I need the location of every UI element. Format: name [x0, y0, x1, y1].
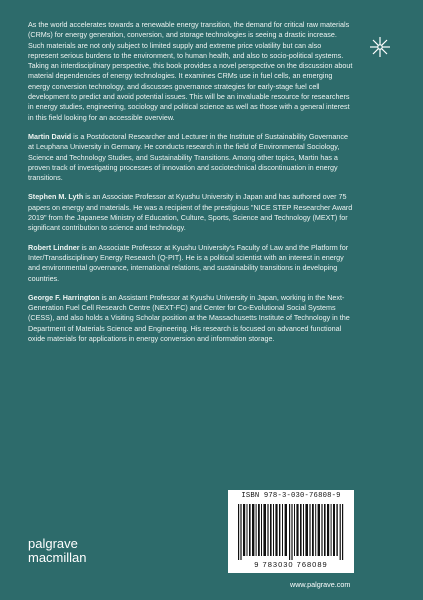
- author-bio: [28, 192, 353, 233]
- author-bio-text: is an Associate Professor at Kyushu University in Japan and has authored over 75 papers on energy and materials. He was a recipient of the prestigious "NICE STEP Researcher Award 2019" from the Japanese Ministry of Education, Culture, Sports, Science and Technology (MEXT) for significant contribution to science and technology.: [28, 192, 353, 233]
- author-name: Martin David: [28, 131, 72, 141]
- author-bio: [28, 243, 353, 284]
- book-summary: As the world accelerates towards a renewable energy transition, the demand for critical raw materials (CRMs) for energy generation, conversion, and storage technologies is seeing a drastic increase. Such materials are not only subject to limited supply and extreme price volatility but can also represent serious burdens to the environment, to human health, and also to socio-political systems. Taking an interdisciplinary perspective, this book provides a novel perspective on the discussion about material dependencies of energy technologies. It examines CRMs use in fuel cells, an emerging energy conversion technology, and discusses governance strategies for early-stage fuel cell development to predict and avoid potential issues. This will be an invaluable resource for researchers in energy studies, engineering, sociology and political science as well as those with a general interest in this field looking for an accessible overview.: [28, 20, 353, 122]
- isbn-label: ISBN 978-3-030-76808-9: [241, 492, 341, 500]
- barcode: [236, 504, 346, 560]
- author-name: Stephen M. Lyth: [28, 192, 84, 202]
- author-bio-text: is an Assistant Professor at Kyushu University in Japan, working in the Next-Generation Fuel Cell Research Centre (NEXT-FC) and Center for Co-Evolutional Social Systems (CESS), and also holds a Visiting Scholar position at the Massachusetts Institute of Technology in the Department of Materials Science and Engineering. His research is focused on advanced functional oxide materials for applications in energy conversion and information storage.: [28, 292, 350, 344]
- spine-strip: [360, 0, 423, 600]
- barcode-digits: 9 783030 768089: [254, 560, 328, 569]
- author-bio: [28, 293, 353, 344]
- author-bio-text: is an Associate Professor at Kyushu University's Faculty of Law and the Platform for Inter/Transdisciplinary Energy Research (Q-PIT). He is a political scientist with an interest in energy and environmental governance, international relations, and sustainability transitions in developing countries.: [28, 242, 349, 283]
- author-bio-text: is a Postdoctoral Researcher and Lecturer in the Institute of Sustainability Governance at Leuphana University in Germany. He conducts research in the field of Environmental Sociology, Science and Technology Studies, and Sustainability Transitions. Among other topics, Martin has a proven track of investigating processes of innovation and sociotechnical discontinuation in energy transitions.: [28, 131, 349, 183]
- author-name: George F. Harrington: [28, 292, 100, 302]
- palgrave-pivot-logo-icon: [360, 27, 400, 67]
- publisher-website[interactable]: www.palgrave.com: [290, 580, 351, 589]
- isbn-barcode-box: [228, 490, 354, 573]
- publisher-name-line1: palgrave: [28, 536, 78, 551]
- publisher-name-line2: macmillan: [28, 550, 87, 565]
- publisher-logo: [28, 537, 87, 565]
- author-bio: [28, 132, 353, 183]
- back-cover-text: [28, 20, 353, 353]
- author-name: Robert Lindner: [28, 242, 80, 252]
